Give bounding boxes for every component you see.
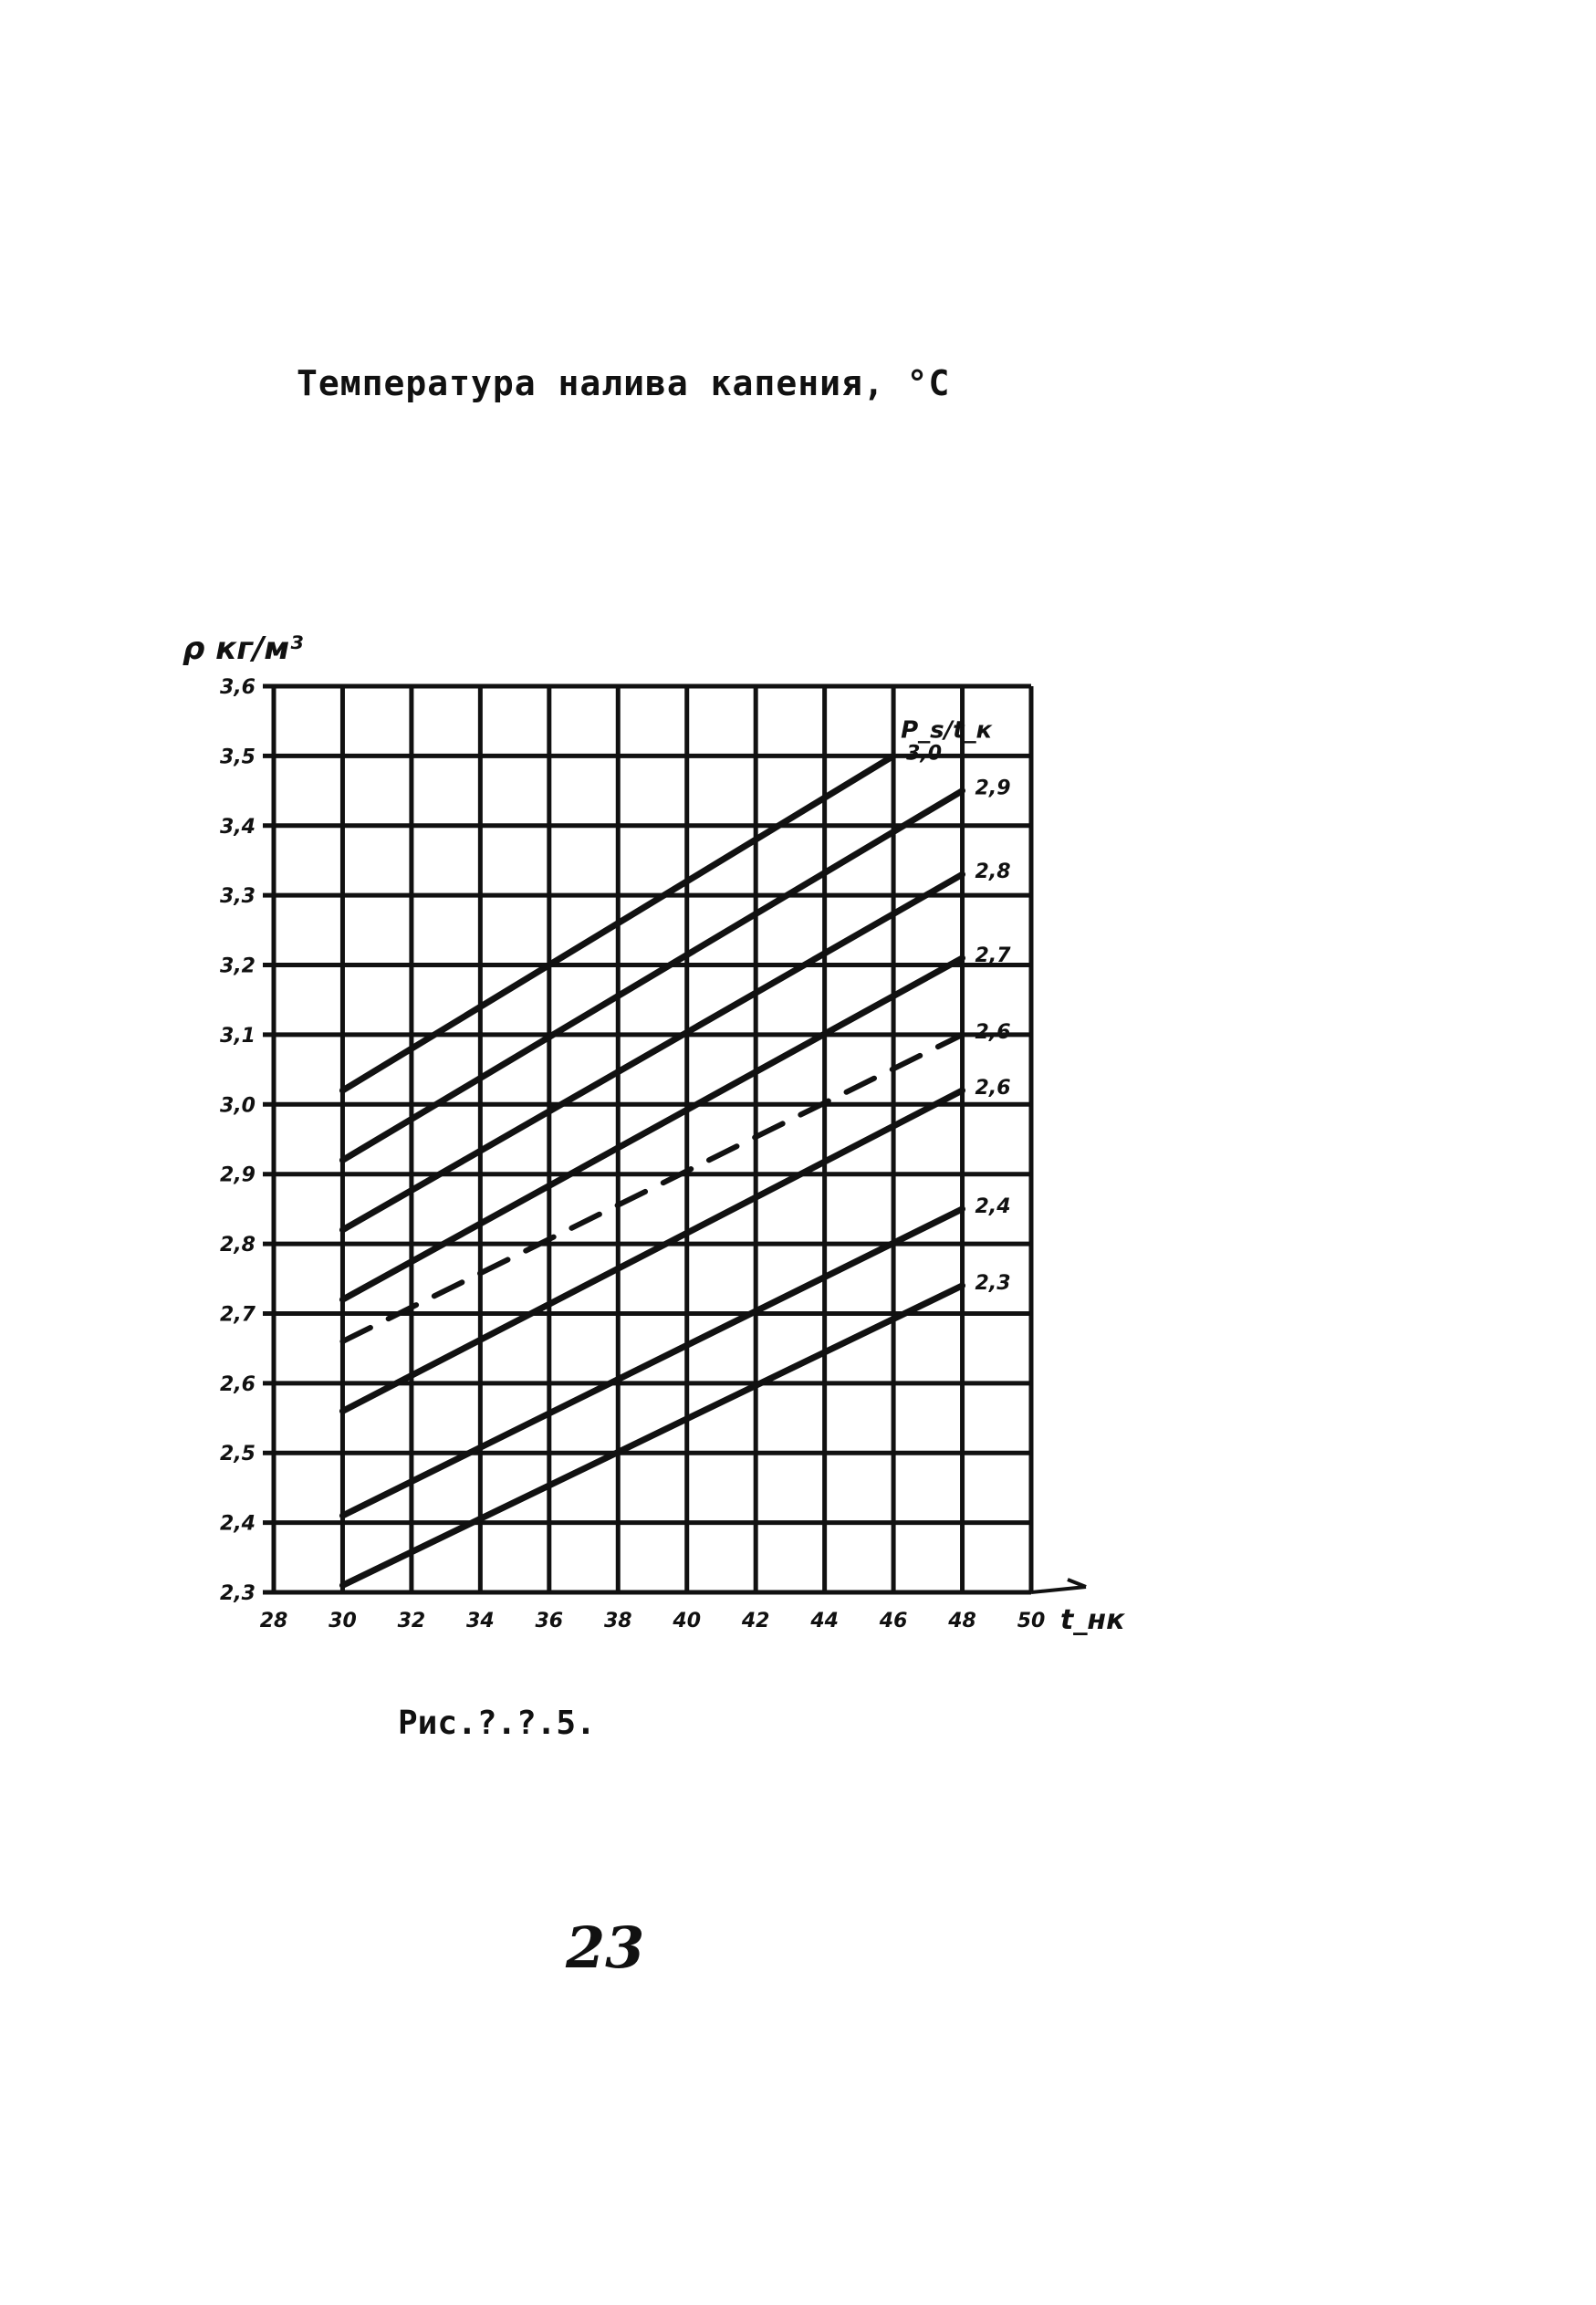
series-label: 2,8 <box>975 860 1011 884</box>
series-label: 2,4 <box>975 1194 1011 1218</box>
series-label: 2,7 <box>975 944 1011 967</box>
series-line <box>342 1286 962 1585</box>
x-tick-label: 48 <box>948 1610 976 1632</box>
figure-caption: Рис.?.?.5. <box>398 1705 596 1742</box>
x-axis-arrow-head <box>1068 1580 1086 1587</box>
x-tick-label: 34 <box>466 1610 495 1632</box>
legend-title: P_s/t_к <box>901 716 993 745</box>
y-tick-label: 2,3 <box>220 1582 256 1605</box>
x-tick-label: 44 <box>810 1610 839 1632</box>
x-tick-label: 46 <box>879 1610 908 1632</box>
y-tick-label: 3,5 <box>220 746 256 769</box>
y-tick-label: 3,4 <box>220 815 256 839</box>
x-tick-label: 42 <box>741 1610 770 1632</box>
x-axis-arrow <box>1031 1587 1086 1592</box>
y-tick-label: 3,6 <box>220 676 256 699</box>
x-tick-label: 50 <box>1017 1610 1046 1632</box>
page-number: 23 <box>566 1914 645 1981</box>
y-tick-label: 2,4 <box>220 1512 256 1536</box>
chart-grid <box>263 686 1086 1592</box>
y-tick-label: 3,3 <box>220 885 256 909</box>
y-tick-label: 2,6 <box>220 1372 256 1396</box>
chart-series <box>342 742 1011 1585</box>
x-tick-label: 36 <box>535 1610 564 1632</box>
chart-heading: Температура налива капения, °C <box>297 363 951 403</box>
series-line <box>342 874 962 1230</box>
x-tick-label: 32 <box>397 1610 426 1632</box>
series-label: 3,0 <box>906 742 943 766</box>
series-label: 2,9 <box>975 777 1011 800</box>
x-tick-label: 38 <box>603 1610 632 1632</box>
series-label: 2,6 <box>975 1020 1011 1044</box>
x-tick-label: 30 <box>329 1610 357 1632</box>
y-tick-label: 3,0 <box>220 1094 256 1118</box>
y-tick-label: 3,2 <box>220 954 256 978</box>
y-axis-label: ρ кг/м³ <box>183 631 304 667</box>
x-tick-label: 40 <box>673 1610 702 1632</box>
x-axis-label: t_нк <box>1060 1604 1125 1636</box>
series-label: 2,6 <box>975 1077 1011 1100</box>
y-tick-label: 2,7 <box>220 1303 256 1327</box>
y-tick-label: 3,1 <box>220 1024 256 1048</box>
y-tick-label: 2,8 <box>220 1234 256 1257</box>
y-tick-label: 2,9 <box>220 1163 256 1187</box>
series-line-dashed <box>342 1035 962 1341</box>
y-tick-label: 2,5 <box>220 1443 256 1466</box>
series-label: 2,3 <box>975 1271 1011 1295</box>
x-tick-label: 28 <box>259 1610 288 1632</box>
